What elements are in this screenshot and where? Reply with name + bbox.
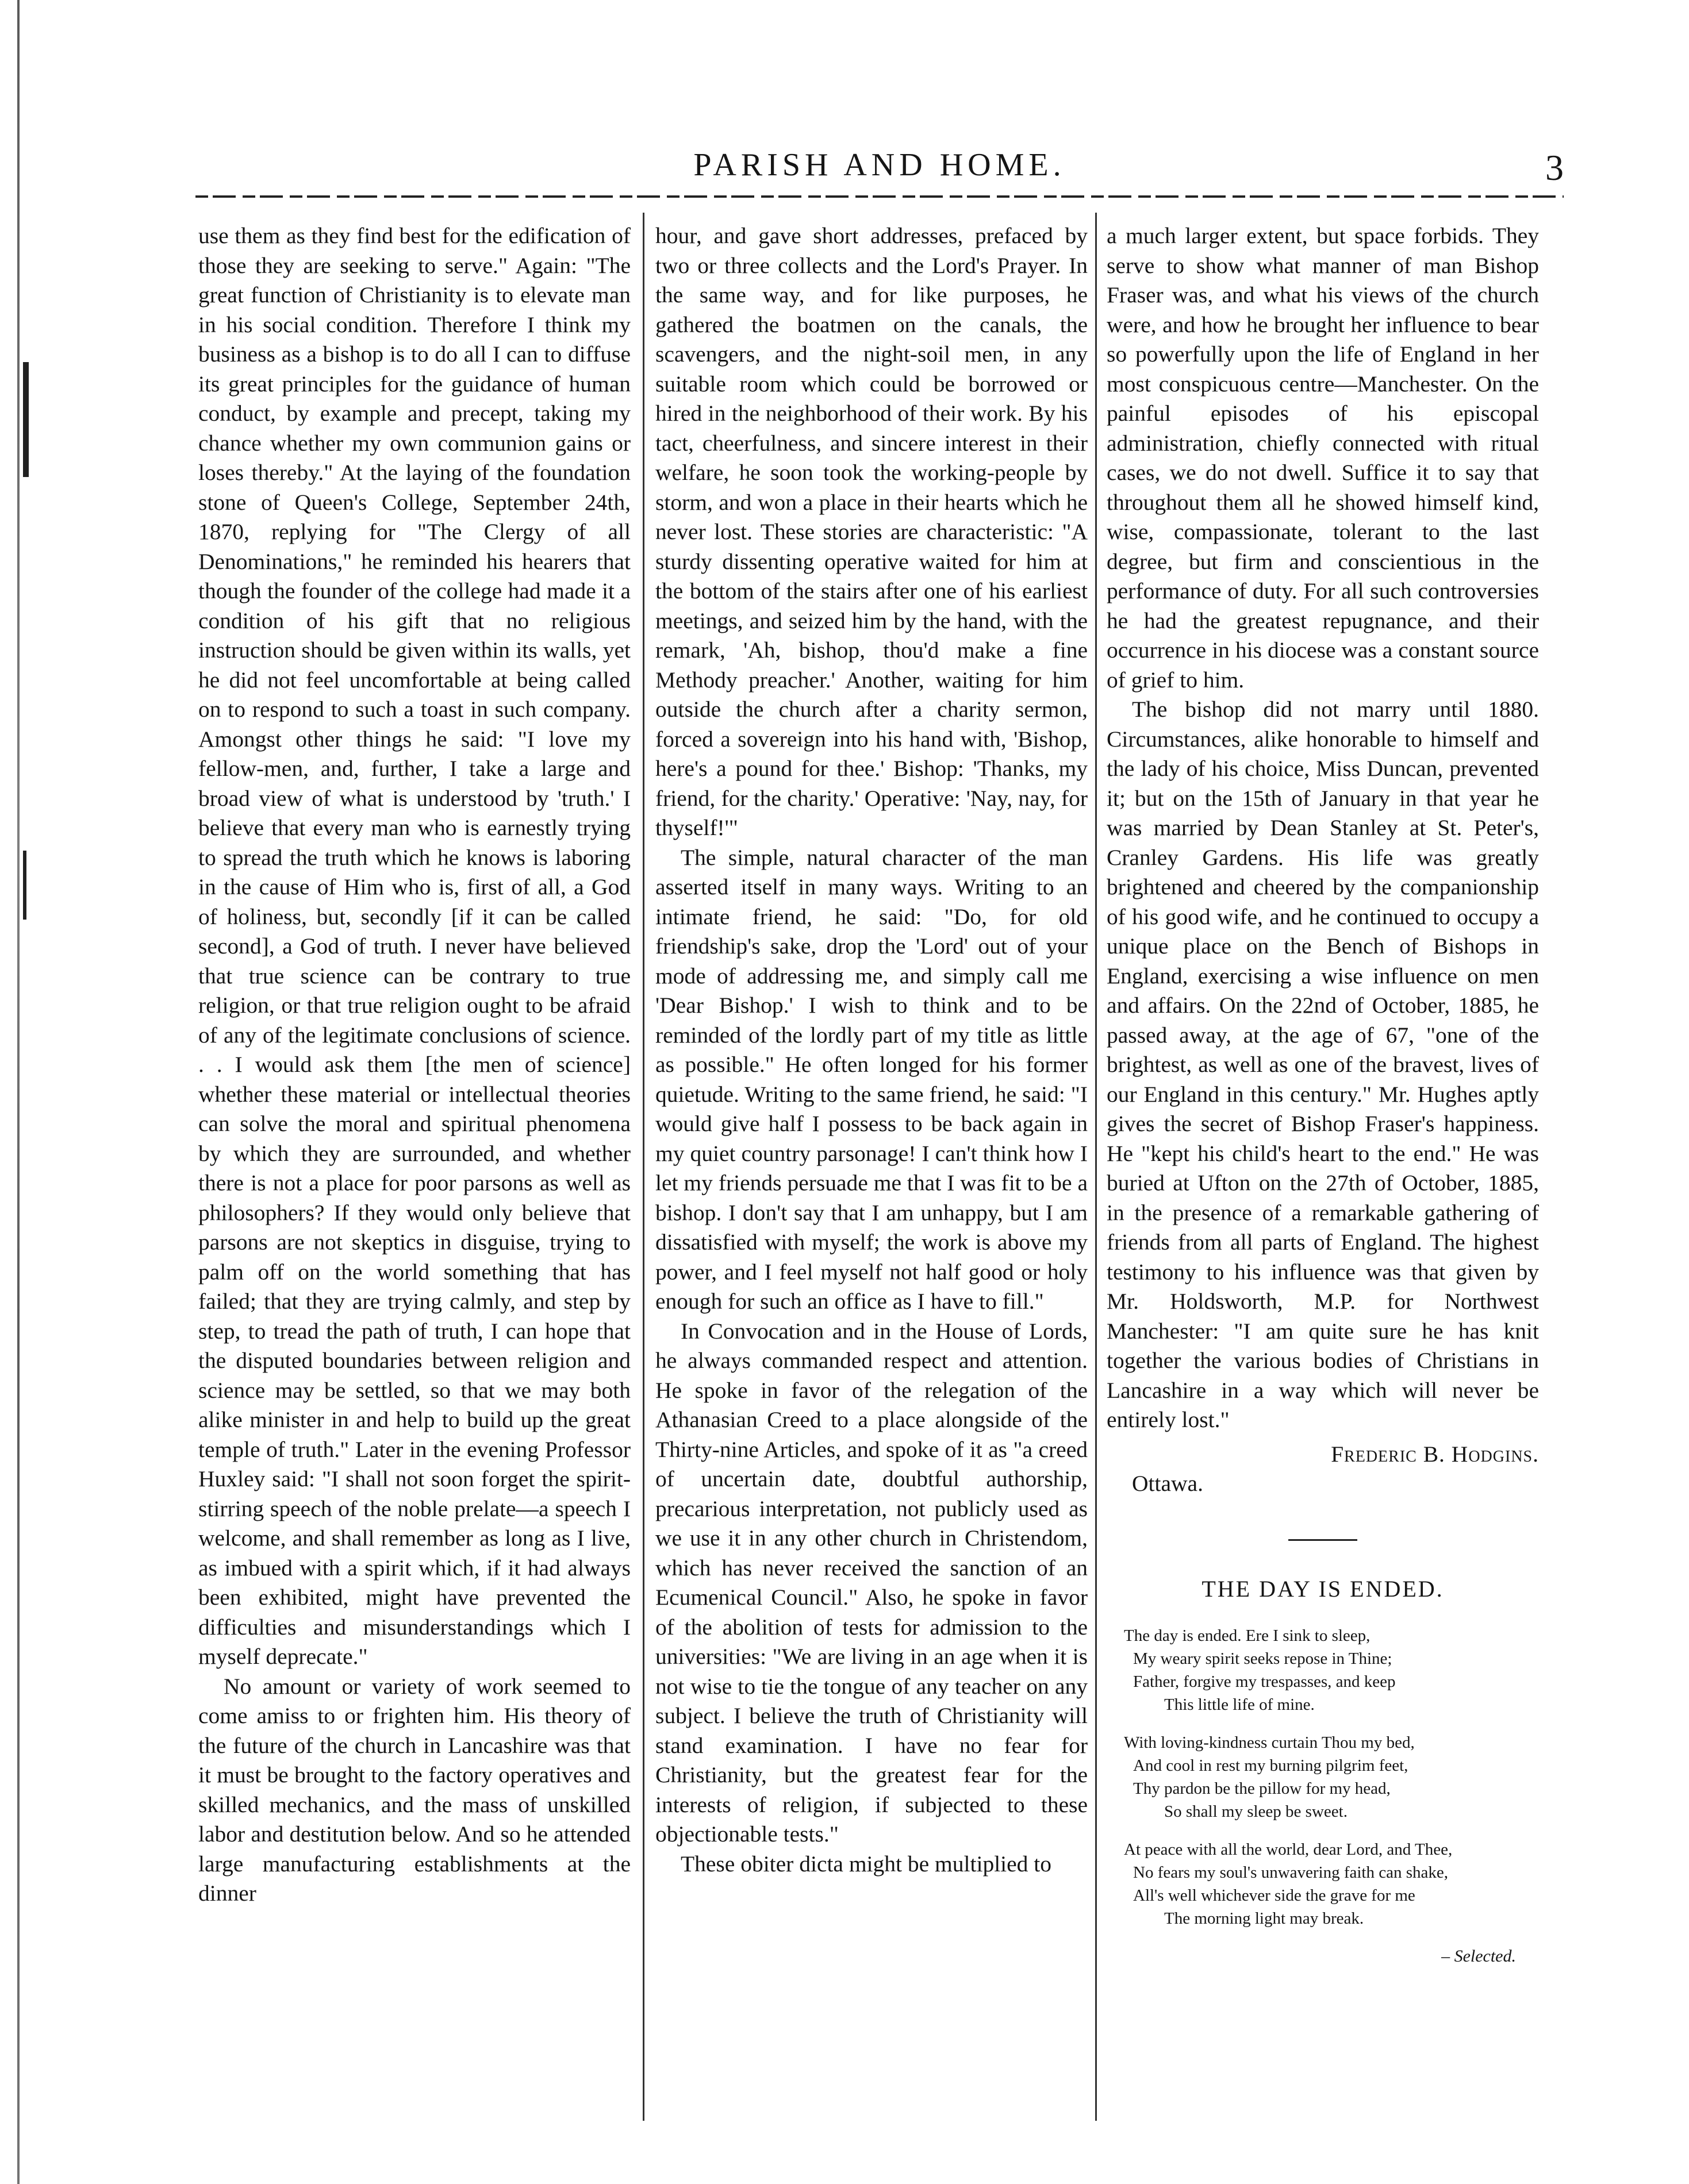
- poem-line: At peace with all the world, dear Lord, and Thee,: [1124, 1840, 1453, 1859]
- poem-line: All's well whichever side the grave for me: [1133, 1886, 1415, 1905]
- scan-edge-shadow: [17, 0, 20, 2184]
- article-paragraph: In Convocation and in the House of Lords, he always commanded respect and attention. He spoke in favor of the relegation of the Athanasian Creed to a place alongside of the Thirty-nine Articles, and spoke of it as "a creed of uncertain date, doubtful authorship, precarious interpretation, not publicly used as we use it in any other church in Christendom, which has never received the sanction of an Ecumenical Council." Also, he spoke in favor of the abolition of tests for admission to the universities: "We are living in an age when it is not wise to tie the tongue of any teacher on any subject. I believe the truth of Christianity will stand examination. I have no fear for Christianity, but the greatest fear for the interests of religion, if subjected to these objectionable tests.": [655, 1318, 1088, 1847]
- poem-line: Father, forgive my trespasses, and keep: [1133, 1672, 1396, 1691]
- scan-margin-mark: [23, 851, 26, 920]
- scan-margin-mark: [23, 362, 29, 477]
- poem-line: The day is ended. Ere I sink to sleep,: [1124, 1627, 1371, 1645]
- article-paragraph: The simple, natural character of the man asserted itself in many ways. Writing to an intimate friend, he said: "Do, for old friendship's sake, drop the 'Lord' out of your mode of addressing me, and simply call me 'Dear Bishop.' I wish to think and to be reminded of the lordly part of my title as little as possible." He often longed for his former quietude. Writing to the same friend, he said: "I would give half I possess to be back again in my quiet country parsonage! I can't think how I let my friends persuade me that I was fit to be a bishop. I don't say that I am unhappy, but I am dissatisfied with myself; the work is above my power, and I feel myself not half good or holy enough for such an office as I have to fill.": [655, 844, 1088, 1314]
- poem-line: Thy pardon be the pillow for my head,: [1133, 1779, 1391, 1798]
- poem-line: With loving-kindness curtain Thou my bed,: [1124, 1733, 1415, 1752]
- poem-stanza: [1124, 1731, 1539, 1823]
- article-paragraph: The bishop did not marry until 1880. Circumstances, alike honorable to himself and the lady of his choice, Miss Duncan, prevented it; but on the 15th of January in that year he was married by Dean Stanley at St. Peter's, Cranley Gardens. His life was greatly brightened and cheered by the companionship of his good wife, and he continued to occupy a unique place on the Bench of Bishops in England, exercising a wise influence on men and affairs. On the 22nd of October, 1885, he passed away, at the age of 67, "one of the brightest, as well as one of the bravest, lives of our England in this century." Mr. Hughes aptly gives the secret of Bishop Fraser's happiness. He "kept his child's heart to the end." He was buried at Ufton on the 27th of October, 1885, in the presence of a remarkable gathering of friends from all parts of England. The highest testimony to his influence was that given by Mr. Holdsworth, M.P. for Northwest Manchester: "I am quite sure he has knit together the various bodies of Christians in Lancashire in a way which will never be entirely lost.": [1107, 697, 1539, 1432]
- poem-line: The morning light may break.: [1164, 1909, 1364, 1928]
- article-paragraph: hour, and gave short addresses, prefaced by two or three collects and the Lord's Prayer. In the same way, and for like purposes, he gathered the boatmen on the canals, the scavengers, and the night-soil men, in any suitable room which could be borrowed or hired in the neighborhood of their work. By his tact, cheerfulness, and sincere interest in their welfare, he soon took the working-people by storm, and won a place in their hearts which he never lost. These stories are characteristic: "A sturdy dissenting operative waited for him at the bottom of the stairs after one of his earliest meetings, and seized him by the hand, with the remark, 'Ah, bishop, thou'd make a fine Methody preacher.' Another, waiting for him outside the church after a charity sermon, forced a sovereign into his hand with, 'Bishop, here's a pound for thee.' Bishop: 'Thanks, my friend, for the charity.' Operative: 'Nay, nay, for thyself!'": [655, 223, 1088, 840]
- poem-credit: – Selected.: [1441, 1947, 1516, 1966]
- page-header: [195, 147, 1564, 193]
- poem-line: And cool in rest my burning pilgrim feet,: [1133, 1756, 1408, 1775]
- poem-line: So shall my sleep be sweet.: [1164, 1802, 1348, 1821]
- poem: [1124, 1624, 1539, 1968]
- poem-line: No fears my soul's unwavering faith can shake,: [1133, 1863, 1449, 1882]
- page-number: 3: [1545, 147, 1564, 188]
- publication-title: PARISH AND HOME.: [693, 147, 1066, 183]
- poem-stanza: [1124, 1838, 1539, 1930]
- article-paragraph: No amount or variety of work seemed to come amiss to or frighten him. His theory of the future of the church in Lancashire was that it must be brought to the factory operatives and skilled mechanics, and the mass of unskilled labor and destitution below. And so he attended large manufacturing establishments at the dinner: [198, 1673, 631, 1906]
- author-signature: Frederic B. Hodgins.: [1331, 1441, 1539, 1467]
- article-column-1: [198, 221, 631, 1909]
- poem-line: This little life of mine.: [1164, 1695, 1315, 1714]
- article-column-3: [1107, 221, 1539, 1968]
- poem-line: My weary spirit seeks repose in Thine;: [1133, 1649, 1392, 1668]
- article-paragraph: a much larger extent, but space forbids. They serve to show what manner of man Bishop Fraser was, and what his views of the church were, and how he brought her influence to bear so powerfully upon the life of England in her most conspicuous centre—Manchester. On the painful episodes of his episcopal administration, chiefly connected with ritual cases, we do not dwell. Suffice it to say that throughout them all he showed himself kind, wise, compassionate, tolerant to the last degree, but firm and conscientious in the performance of duty. For all such controversies he had the greatest repugnance, and their occurrence in his diocese was a constant source of grief to him.: [1107, 223, 1539, 693]
- article-paragraph: These obiter dicta might be multiplied to: [681, 1851, 1052, 1877]
- poem-stanza: [1124, 1624, 1539, 1716]
- column-divider: [643, 213, 644, 2121]
- section-separator: [1288, 1539, 1357, 1541]
- column-divider: [1095, 213, 1097, 2121]
- header-rule: [195, 195, 1564, 198]
- article-column-2: [655, 221, 1088, 1879]
- article-paragraph: use them as they find best for the edification of those they are seeking to serve." Again: "The great function of Christianity is to elevate man in his social condition. Therefore I think my business as a bishop is to do all I can to diffuse its great principles for the guidance of human conduct, by example and precept, taking my chance whether my own communion gains or loses thereby." At the laying of the foundation stone of Queen's College, September 24th, 1870, replying for "The Clergy of all Denominations," he reminded his hearers that though the founder of the college had made it a condition of his gift that no religious instruction should be given within its walls, yet he did not feel uncomfortable at being called on to respond to such a toast in such company. Amongst other things he said: "I love my fellow-men, and, further, I take a large and broad view of what is understood by 'truth.' I believe that every man who is earnestly trying to spread the truth which he knows is laboring in the cause of Him who is, first of all, a God of holiness, but, secondly [if it can be called second], a God of truth. I never have believed that true science can be contrary to true religion, or that true religion ought to be afraid of any of the legitimate conclusions of science. . . I would ask them [the men of science] whether these material or intellectual theories can solve the moral and spiritual phenomena by which they are surrounded, and whether there is not a place for poor parsons as well as philosophers? If they would only believe that parsons are not skeptics in disguise, trying to palm off on the world something that has failed; that they are trying calmly, and step by step, to tread the path of truth, I can hope that the disputed boundaries between religion and science may be settled, so that we may both alike minister in and help to build up the great temple of truth." Later in the evening Professor Huxley said: "I shall not soon forget the spirit-stirring speech of the noble prelate—a speech I welcome, and shall remember as long as I live, as imbued with a spirit which, if it had always been exhibited, might have prevented the difficulties and misunderstandings which I myself deprecate.": [198, 223, 631, 1669]
- poem-title: THE DAY IS ENDED.: [1202, 1575, 1444, 1602]
- author-location: Ottawa.: [1132, 1471, 1203, 1496]
